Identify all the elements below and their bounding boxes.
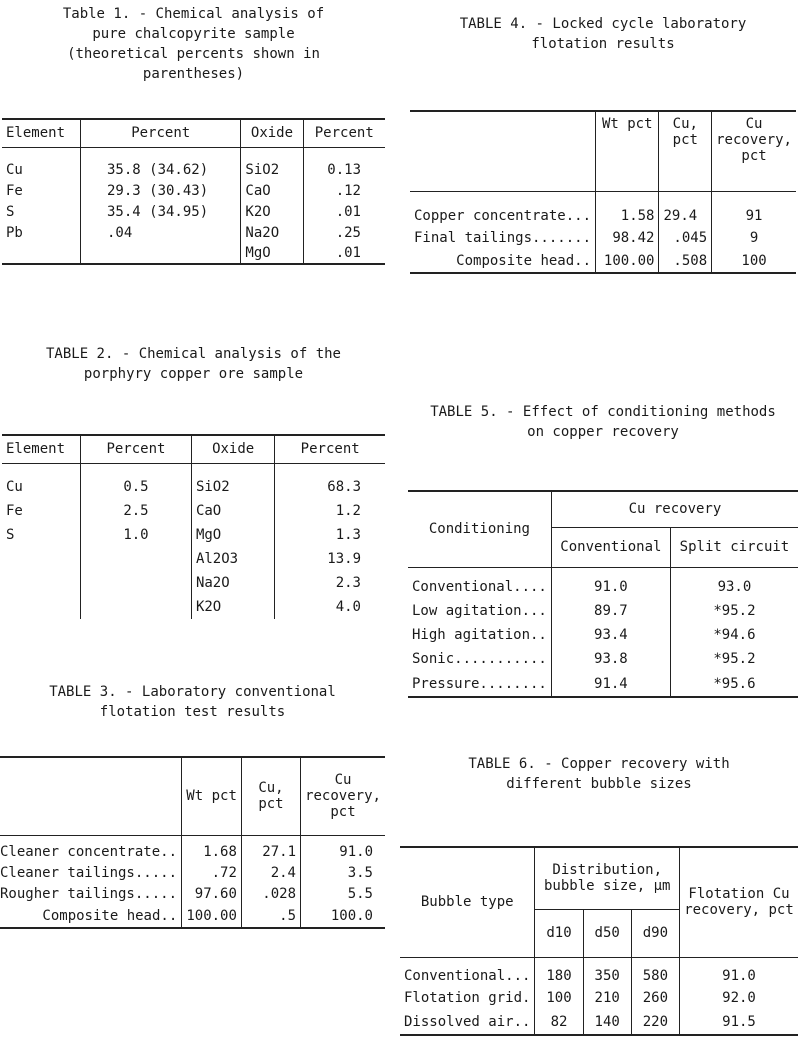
header-cell: Percent [81, 119, 241, 147]
table-row [2, 222, 385, 243]
cell: 91.0 [551, 575, 670, 599]
cell: 68.3 [275, 475, 385, 499]
header-cell: Cu recovery, pct [712, 111, 796, 191]
cell: Pb [6, 224, 23, 241]
cell: *95.2 [670, 647, 798, 671]
header-cell: Cu, pct [241, 757, 300, 835]
cell [81, 243, 241, 264]
header-cell: Cu recovery, pct [301, 757, 386, 835]
cell [81, 595, 192, 619]
table-3 [0, 682, 385, 929]
table-row [2, 180, 385, 201]
cell: *95.2 [670, 599, 798, 623]
table-row [408, 599, 798, 623]
cell: 93.8 [551, 647, 670, 671]
header-cell: Cu, pct [659, 111, 712, 191]
table-4-grid [410, 110, 796, 274]
cell: Al2O3 [191, 547, 274, 571]
cell: 100.00 [182, 904, 242, 928]
cell: 91.4 [551, 671, 670, 697]
cell: .72 [182, 862, 242, 883]
cell: 3.5 [301, 862, 386, 883]
cell: 93.0 [670, 575, 798, 599]
cell: 100.00 [596, 249, 659, 273]
cell: 35.4 (34.95) [81, 201, 241, 222]
cell: 0.13 [303, 159, 385, 180]
table-5-caption: TABLE 5. - Effect of conditioning methods on copper recovery [430, 404, 776, 440]
table-row [0, 841, 385, 862]
cell [2, 595, 81, 619]
cell [2, 243, 81, 264]
table-2-caption: TABLE 2. - Chemical analysis of the porphyry copper ore sample [45, 346, 341, 382]
table-3-caption: TABLE 3. - Laboratory conventional flotation test results [49, 684, 336, 720]
cell: Na2O [191, 571, 274, 595]
header-cell [410, 111, 596, 191]
table-1 [2, 4, 385, 265]
cell: .12 [303, 180, 385, 201]
cell: 97.60 [182, 883, 242, 904]
cell: SiO2 [241, 159, 303, 180]
header-cell: Percent [275, 435, 385, 463]
cell: Final tailings....... [414, 230, 592, 246]
cell: 29.4 [659, 205, 712, 227]
table-4 [410, 14, 796, 274]
table-6 [400, 754, 798, 1036]
cell: 2.3 [275, 571, 385, 595]
cell: Cleaner tailings..... [0, 864, 178, 881]
table-row [400, 1009, 798, 1035]
cell: CaO [241, 180, 303, 201]
cell: High agitation.. [412, 627, 547, 643]
cell: 220 [631, 1009, 679, 1035]
cell: 0.5 [81, 475, 192, 499]
table-header-row [2, 119, 385, 147]
flotation-recovery-header: Flotation Cu recovery, pct [680, 847, 799, 957]
cell: 1.68 [182, 841, 242, 862]
d10-header: d10 [535, 909, 583, 957]
cell: 91.0 [301, 841, 386, 862]
table-header-row [0, 757, 385, 835]
table-row [410, 205, 796, 227]
table-2-grid [2, 434, 385, 619]
table-2 [2, 344, 385, 619]
cell: 89.7 [551, 599, 670, 623]
table-row [2, 523, 385, 547]
distribution-header: Distribution, bubble size, µm [535, 847, 680, 909]
cell: .01 [303, 243, 385, 264]
cell: 180 [535, 965, 583, 987]
cell: Rougher tailings..... [0, 885, 178, 902]
cell: .25 [303, 222, 385, 243]
cell: 9 [712, 227, 796, 249]
header-cell: Wt pct [596, 111, 659, 191]
cell: CaO [191, 499, 274, 523]
cell: Fe [6, 503, 23, 519]
cell: .5 [241, 904, 300, 928]
cell: 100.0 [301, 904, 386, 928]
cell: 580 [631, 965, 679, 987]
table-header-row [2, 435, 385, 463]
cell: .508 [659, 249, 712, 273]
table-row [410, 227, 796, 249]
cell: 91.5 [680, 1009, 799, 1035]
cell [2, 547, 81, 571]
table-6-caption: TABLE 6. - Copper recovery with different bubble sizes [468, 756, 730, 792]
cell [2, 571, 81, 595]
table-header-row [408, 491, 798, 527]
cu-recovery-header: Cu recovery [551, 491, 798, 527]
cell: .045 [659, 227, 712, 249]
header-cell: Oxide [241, 119, 303, 147]
table-row [2, 547, 385, 571]
table-row [2, 159, 385, 180]
cell: SiO2 [191, 475, 274, 499]
table-row [408, 575, 798, 599]
split-circuit-header: Split circuit [670, 527, 798, 567]
cell: MgO [241, 243, 303, 264]
table-3-grid [0, 756, 385, 929]
table-row [400, 965, 798, 987]
cell: 4.0 [275, 595, 385, 619]
cell: 1.58 [596, 205, 659, 227]
cell: Dissolved air.. [404, 1013, 531, 1030]
table-row [400, 987, 798, 1009]
cell: 98.42 [596, 227, 659, 249]
table-row [0, 904, 385, 928]
table-1-caption: Table 1. - Chemical analysis of pure chalcopyrite sample (theoretical percents shown in parentheses) [62, 6, 325, 82]
cell: 1.3 [275, 523, 385, 547]
table-row [2, 499, 385, 523]
header-cell: Percent [81, 435, 192, 463]
table-row [408, 671, 798, 697]
cell: Low agitation... [412, 603, 547, 619]
cell: .01 [303, 201, 385, 222]
cell: 140 [583, 1009, 631, 1035]
cell: .04 [81, 222, 241, 243]
table-row [408, 623, 798, 647]
cell: Na2O [241, 222, 303, 243]
cell: Pressure........ [412, 675, 547, 692]
table-row [0, 883, 385, 904]
table-header-row [400, 847, 798, 909]
cell: 27.1 [241, 841, 300, 862]
cell: 100 [712, 249, 796, 273]
cell: 5.5 [301, 883, 386, 904]
table-row [2, 595, 385, 619]
table-4-caption: TABLE 4. - Locked cycle laboratory flotation results [459, 16, 747, 52]
cell: 92.0 [680, 987, 799, 1009]
table-5 [408, 402, 798, 698]
cell: S [6, 203, 15, 220]
cell: Cleaner concentrate.. [0, 843, 178, 860]
cell: *94.6 [670, 623, 798, 647]
conditioning-header: Conditioning [428, 521, 530, 538]
table-row [2, 475, 385, 499]
cell: Cu [6, 479, 23, 495]
table-5-grid [408, 490, 798, 698]
table-1-grid [2, 118, 385, 265]
cell: MgO [191, 523, 274, 547]
header-cell [0, 757, 182, 835]
bubble-type-header: Bubble type [420, 894, 514, 911]
cell [81, 547, 192, 571]
cell: 260 [631, 987, 679, 1009]
cell: .028 [241, 883, 300, 904]
header-cell: Element [6, 125, 66, 142]
conventional-header: Conventional [551, 527, 670, 567]
cell: Fe [6, 182, 23, 199]
cell: 350 [583, 965, 631, 987]
table-row [408, 647, 798, 671]
table-6-grid [400, 846, 798, 1036]
cell: 13.9 [275, 547, 385, 571]
header-cell: Wt pct [182, 757, 242, 835]
table-row [2, 243, 385, 264]
table-row [2, 201, 385, 222]
cell: 35.8 (34.62) [81, 159, 241, 180]
table-row [0, 862, 385, 883]
cell: Flotation grid. [404, 990, 531, 1006]
cell: Sonic........... [412, 651, 547, 667]
table-row [410, 249, 796, 273]
cell [81, 571, 192, 595]
cell: 2.4 [241, 862, 300, 883]
cell: 210 [583, 987, 631, 1009]
header-cell: Percent [303, 119, 385, 147]
cell: K2O [241, 201, 303, 222]
cell: Conventional... [404, 968, 531, 984]
cell: 93.4 [551, 623, 670, 647]
d50-header: d50 [583, 909, 631, 957]
cell: Conventional.... [412, 579, 547, 595]
cell: *95.6 [670, 671, 798, 697]
cell: Composite head.. [456, 252, 592, 269]
table-header-row [410, 111, 796, 191]
cell: 2.5 [81, 499, 192, 523]
d90-header: d90 [631, 909, 679, 957]
header-cell: Oxide [191, 435, 274, 463]
cell: 82 [535, 1009, 583, 1035]
cell: Composite head.. [42, 907, 178, 924]
cell: 91.0 [680, 965, 799, 987]
table-row [2, 571, 385, 595]
cell: 1.2 [275, 499, 385, 523]
cell: S [6, 527, 15, 543]
cell: 29.3 (30.43) [81, 180, 241, 201]
cell: Copper concentrate... [414, 208, 592, 224]
cell: 100 [535, 987, 583, 1009]
cell: Cu [6, 161, 23, 178]
cell: 91 [712, 205, 796, 227]
cell: 1.0 [81, 523, 192, 547]
header-cell: Element [6, 441, 66, 458]
cell: K2O [191, 595, 274, 619]
